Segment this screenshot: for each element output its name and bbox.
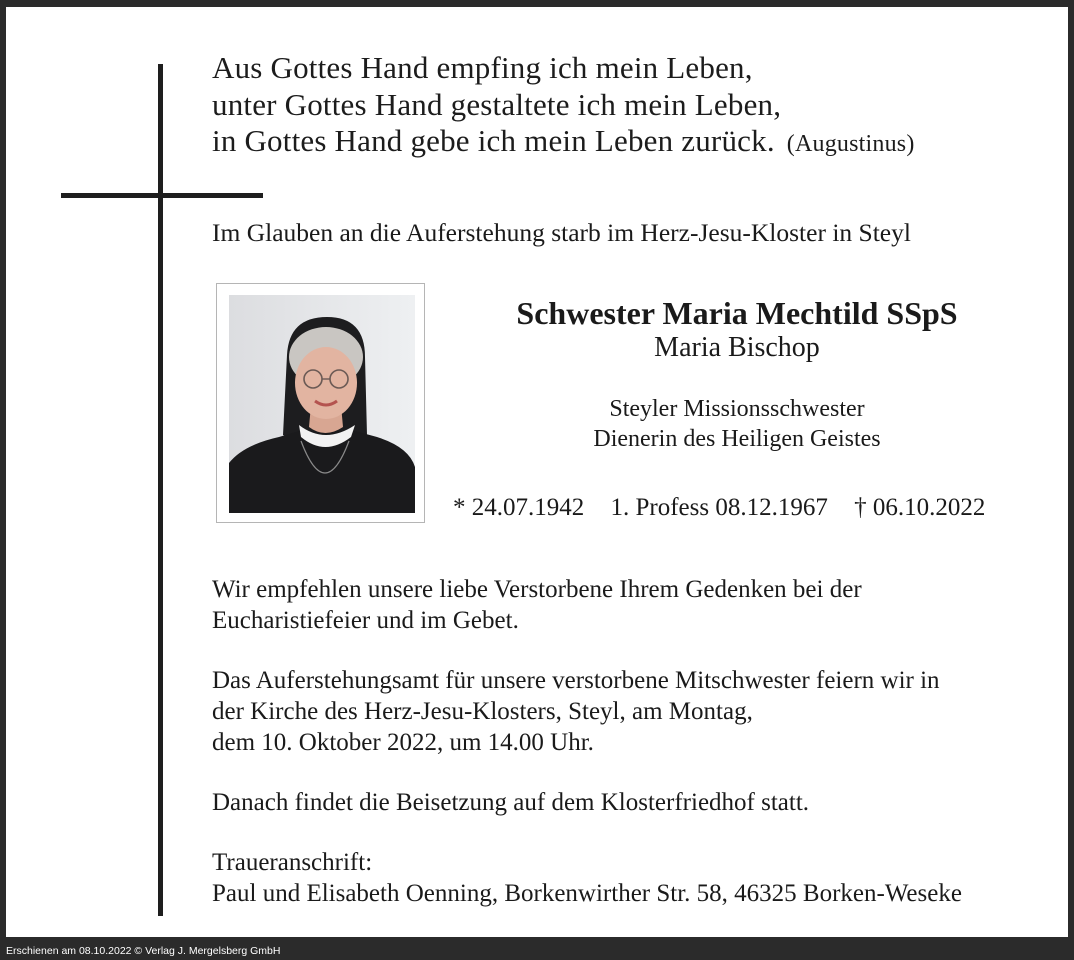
cross-horizontal-bar [61,193,263,198]
death-date: † 06.10.2022 [854,494,986,521]
paragraph-mass [212,665,940,758]
cross-vertical-bar [158,64,163,916]
augustinus-quote [212,50,915,163]
congregation-line-1: Steyler Missionsschwester [609,396,865,422]
life-dates [453,494,985,522]
paragraph-line: Eucharistiefeier und im Gebet. [212,607,519,634]
deceased-birth-name: Maria Bischop [654,332,820,363]
deceased-name-block [453,294,1021,454]
portrait-photo [229,295,415,513]
paragraph-remembrance [212,574,862,636]
address-label: Traueranschrift: [212,849,373,876]
birth-date: * 24.07.1942 [453,494,585,521]
intro-text: Im Glauben an die Auferstehung starb im Herz-Jesu-Kloster in Steyl [212,218,911,247]
deceased-name: Schwester Maria Mechtild SSpS [516,295,958,331]
quote-author: (Augustinus) [786,131,915,157]
paragraph-line: Wir empfehlen unsere liebe Verstorbene Ihrem Gedenken bei der [212,576,862,603]
address-text: Paul und Elisabeth Oenning, Borkenwirther Str. 58, 46325 Borken-Weseke [212,880,962,907]
quote-line-3: in Gottes Hand gebe ich mein Leben zurück. [212,123,775,158]
mourning-address [212,847,962,909]
paragraph-burial: Danach findet die Beisetzung auf dem Klosterfriedhof statt. [212,789,810,816]
quote-line-1: Aus Gottes Hand empfing ich mein Leben, [212,50,753,85]
portrait-frame [216,283,425,523]
paragraph-line: der Kirche des Herz-Jesu-Klosters, Steyl, am Montag, [212,698,753,725]
congregation-info [453,394,1021,454]
publication-footer: Erschienen am 08.10.2022 © Verlag J. Mergelsberg GmbH [6,945,281,957]
quote-line-2: unter Gottes Hand gestaltete ich mein Leben, [212,86,782,122]
congregation-line-2: Dienerin des Heiligen Geistes [593,426,881,452]
paragraph-line: Das Auferstehungsamt für unsere verstorbene Mitschwester feiern wir in [212,667,940,694]
profess-date: 1. Profess 08.12.1967 [610,494,828,521]
paragraph-line: dem 10. Oktober 2022, um 14.00 Uhr. [212,729,594,756]
